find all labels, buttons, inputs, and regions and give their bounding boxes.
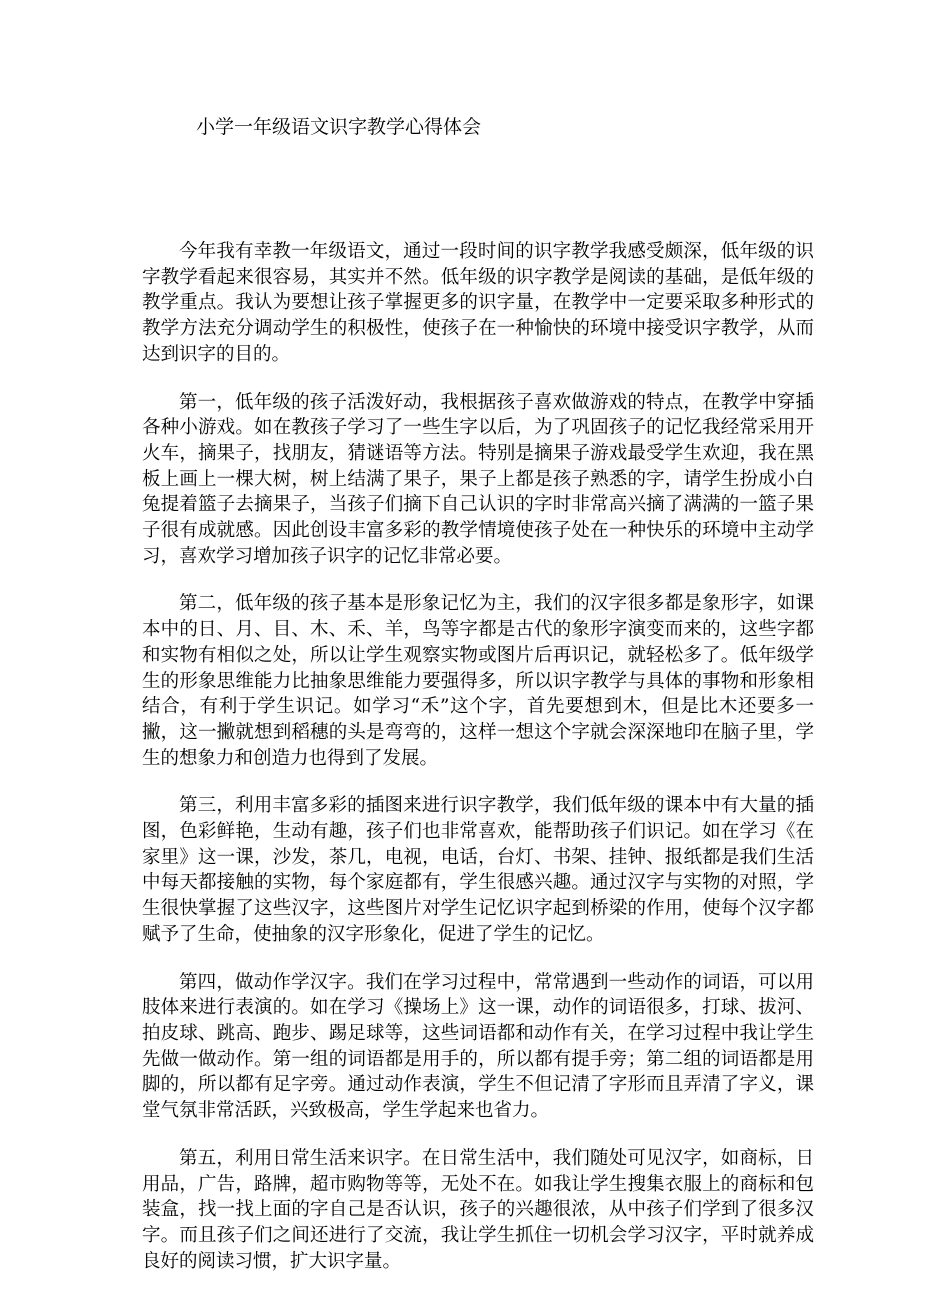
paragraph-third-point: 第三，利用丰富多彩的插图来进行识字教学，我们低年级的课本中有大量的插图，色彩鲜艳，生动有趣，孩子们也非常喜欢，能帮助孩子们识记。如在学习《在家里》这一课，沙发，茶几，电视，电话，台灯、书架、挂钟、报纸都是我们生活中每天都接触的实物，每个家庭都有，学生很感兴趣。通过汉字与实物的对照，学生很快掌握了这些汉字，这些图片对学生记忆识字起到桥梁的作用，使每个汉字都赋予了生命，使抽象的汉字形象化，促进了学生的记忆。 bbox=[142, 795, 814, 945]
paragraph-intro: 今年我有幸教一年级语文，通过一段时间的识字教学我感受颇深，低年级的识字教学看起来很容易，其实并不然。低年级的识字教学是阅读的基础，是低年级的教学重点。我认为要想让孩子掌握更多的识字量，在教学中一定要采取多种形式的教学方法充分调动学生的积极性，使孩子在一种愉快的环境中接受识字教学，从而达到识字的目的。 bbox=[142, 241, 814, 365]
paragraph-fourth-point: 第四，做动作学汉字。我们在学习过程中，常常遇到一些动作的词语，可以用肢体来进行表演的。如在学习《操场上》这一课，动作的词语很多，打球、拔河、拍皮球、跳高、跑步、踢足球等，这些词语都和动作有关，在学习过程中我让学生先做一做动作。第一组的词语都是用手的，所以都有提手旁；第二组的词语都是用脚的，所以都有足字旁。通过动作表演，学生不但记清了字形而且弄清了字义，课堂气氛非常活跃，兴致极高，学生学起来也省力。 bbox=[142, 971, 814, 1122]
document-title: 小学一年级语文识字教学心得体会 bbox=[196, 116, 482, 138]
document-body bbox=[142, 239, 814, 1296]
paragraph-first-point: 第一，低年级的孩子活泼好动，我根据孩子喜欢做游戏的特点，在教学中穿插各种小游戏。如在教孩子学习了一些生字以后，为了巩固孩子的记忆我经常采用开火车，摘果子，找朋友，猜谜语等方法。特别是摘果子游戏最受学生欢迎，我在黑板上画上一棵大树，树上结满了果子，果子上都是孩子熟悉的字，请学生扮成小白兔提着篮子去摘果子，当孩子们摘下自己认识的字时非常高兴摘了满满的一篮子果子很有成就感。因此创设丰富多彩的教学情境使孩子处在一种快乐的环境中主动学习，喜欢学习增加孩子识字的记忆非常必要。 bbox=[142, 391, 814, 567]
paragraph-second-point: 第二，低年级的孩子基本是形象记忆为主，我们的汉字很多都是象形字，如课本中的日、月、目、木、禾、羊，鸟等字都是古代的象形字演变而来的，这些字都和实物有相似之处，所以让学生观察实物或图片后再识记，就轻松多了。低年级学生的形象思维能力比抽象思维能力要强得多，所以识字教学与具体的事物和形象相结合，有利于学生识记。如学习“禾”这个字，首先要想到木，但是比木还要多一撇，这一撇就想到稻穗的头是弯弯的，这样一想这个字就会深深地印在脑子里，学生的想象力和创造力也得到了发展。 bbox=[142, 593, 814, 769]
paragraph-fifth-point: 第五，利用日常生活来识字。在日常生活中，我们随处可见汉字，如商标，日用品，广告，路牌，超市购物等等，无处不在。如我让学生搜集衣服上的商标和包装盒，找一找上面的字自己是否认识，孩子的兴趣很浓，从中孩子们学到了很多汉字。而且孩子们之间还进行了交流，我让学生抓住一切机会学习汉字，平时就养成良好的阅读习惯，扩大识字量。 bbox=[142, 1147, 814, 1272]
